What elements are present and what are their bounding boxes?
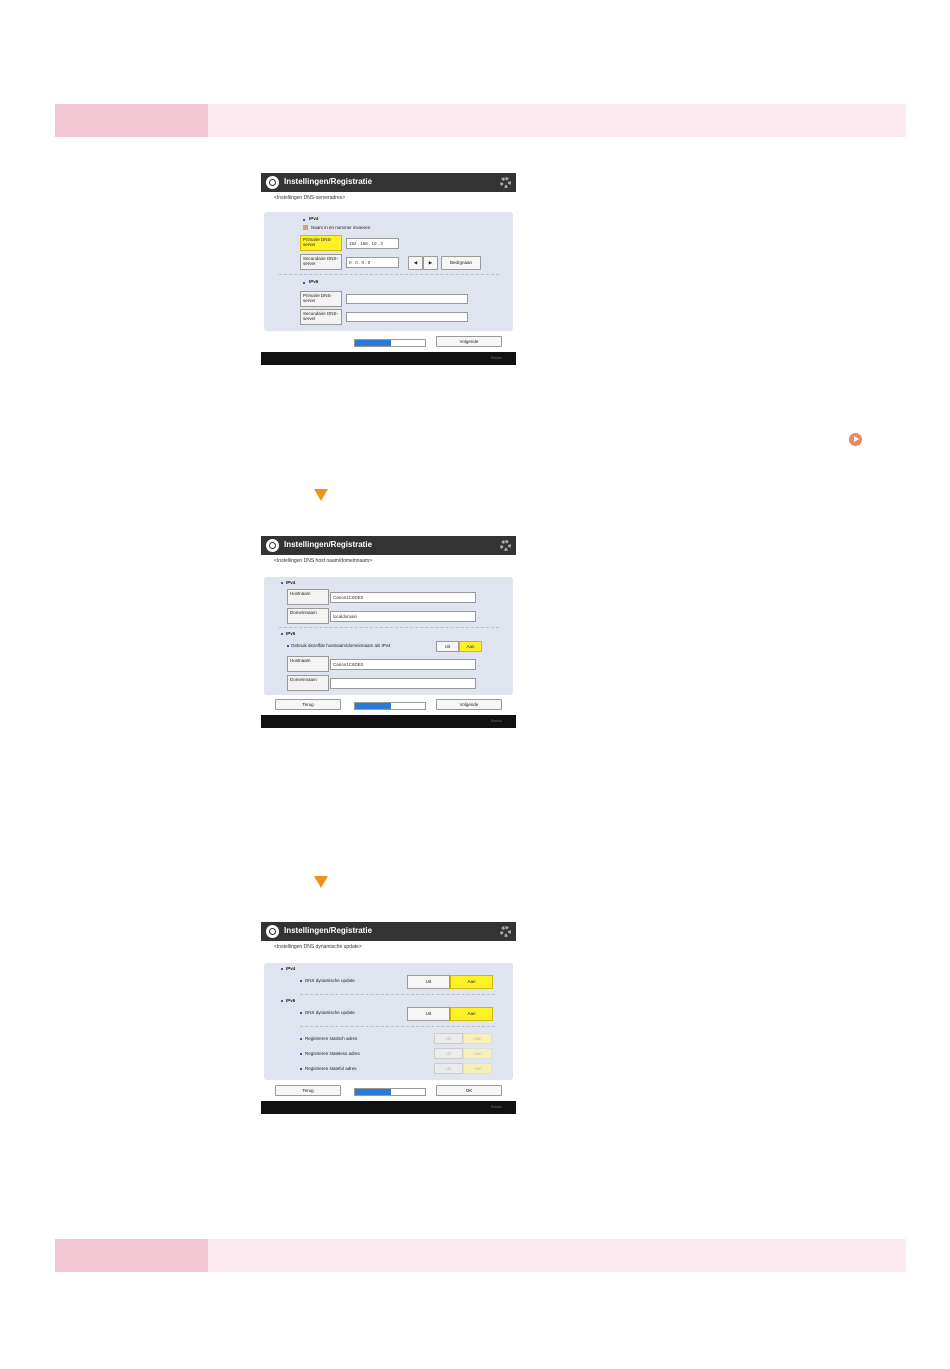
status-label[interactable]: Status xyxy=(490,1104,502,1109)
bullet-icon xyxy=(281,968,283,970)
same-as-ipv4-off-button[interactable]: Uit xyxy=(436,641,459,652)
progress-bar xyxy=(354,702,426,710)
primary-dns-ipv6-field[interactable] xyxy=(346,294,468,304)
cursor-right-button[interactable]: ▶ xyxy=(423,256,438,270)
bullet-icon xyxy=(281,1000,283,1002)
top-header-band xyxy=(55,104,906,137)
reg-stateless-off-button[interactable]: Uit xyxy=(434,1048,463,1059)
ipv6-heading: IPv6 xyxy=(309,279,319,284)
input-mode-label[interactable]: Naam in en nummer invoeren xyxy=(311,225,371,230)
progress-fill xyxy=(355,340,391,346)
dyn6-off-button[interactable]: Uit xyxy=(407,1007,450,1021)
gear-icon[interactable] xyxy=(500,177,511,188)
reg-stateless-label: Registreren stateless adres xyxy=(305,1051,360,1056)
screen-subtitle: <Instellingen DNS host naam/domeinnaam> xyxy=(274,558,373,564)
bullet-icon xyxy=(281,633,283,635)
screen-title: Instellingen/Registratie xyxy=(284,540,373,549)
domain-ipv6-button[interactable]: Domeinnaam xyxy=(287,675,329,691)
settings-panel xyxy=(264,577,513,695)
ipv6-heading: IPv6 xyxy=(286,631,296,636)
input-mode-icon xyxy=(303,225,308,230)
secondary-dns-button[interactable]: Secundaire DNS-server xyxy=(300,254,342,270)
hostname-ipv6-button[interactable]: Hostnaam xyxy=(287,656,329,672)
status-label[interactable]: Status xyxy=(490,718,502,723)
bullet-icon xyxy=(300,1068,302,1070)
reg-static-off-button[interactable]: Uit xyxy=(434,1033,463,1044)
screen-header xyxy=(261,922,516,941)
reg-stateless-on-button[interactable]: Aan xyxy=(463,1048,492,1059)
reg-stateful-label: Registreren stateful adres xyxy=(305,1066,357,1071)
hostname-field[interactable]: Canon1C6DE0 xyxy=(330,592,476,603)
apply-button[interactable]: Bedrgnaan xyxy=(441,256,481,270)
settings-panel xyxy=(264,212,513,331)
dyn6-label: DNS dynamische update xyxy=(305,1010,355,1015)
progress-bar xyxy=(354,1088,426,1096)
hostname-button[interactable]: Hostnaam xyxy=(287,589,329,605)
ipv4-heading: IPv4 xyxy=(309,216,319,221)
divider xyxy=(279,274,499,275)
screen-subtitle: <Instellingen DNS-serveradres> xyxy=(274,195,346,201)
next-button[interactable]: Volgende xyxy=(436,699,502,710)
step-arrow-icon xyxy=(314,876,328,888)
bullet-icon xyxy=(300,1053,302,1055)
progress-bar xyxy=(354,339,426,347)
progress-fill xyxy=(355,1089,391,1095)
back-button[interactable]: Terug xyxy=(275,699,341,710)
settings-panel xyxy=(264,963,513,1080)
secondary-dns-field[interactable]: 0 . 0 . 0 . 0 xyxy=(346,257,399,268)
ipv4-heading: IPv4 xyxy=(286,966,296,971)
divider xyxy=(300,1026,495,1027)
gear-icon[interactable] xyxy=(500,540,511,551)
status-label[interactable]: Status xyxy=(490,355,502,360)
screen-title: Instellingen/Registratie xyxy=(284,926,373,935)
bullet-icon xyxy=(300,1038,302,1040)
dyn4-off-button[interactable]: Uit xyxy=(407,975,450,989)
ok-button[interactable]: OK xyxy=(436,1085,502,1096)
next-button[interactable]: Volgende xyxy=(436,336,502,347)
bottom-footer-tab xyxy=(55,1239,208,1272)
reg-static-label: Registreren statisch adres xyxy=(305,1036,358,1041)
reg-static-on-button[interactable]: Aan xyxy=(463,1033,492,1044)
reg-stateful-on-button[interactable]: Aan xyxy=(463,1063,492,1074)
screen-dns-host-domain xyxy=(261,536,516,728)
bullet-icon xyxy=(303,219,305,221)
screen-title: Instellingen/Registratie xyxy=(284,177,373,186)
link-arrow-icon[interactable] xyxy=(849,433,862,446)
gear-icon[interactable] xyxy=(500,926,511,937)
screen-header xyxy=(261,536,516,555)
bullet-icon xyxy=(281,582,283,584)
cursor-left-button[interactable]: ◀ xyxy=(408,256,423,270)
primary-dns-ipv6-button[interactable]: Primaire DNS-server xyxy=(300,291,342,307)
divider xyxy=(300,994,495,995)
secondary-dns-ipv6-button[interactable]: Secundaire DNS-server xyxy=(300,309,342,325)
same-as-ipv4-label: Gebruik dezelfde hostnaam/domeinnaam als IPv4 xyxy=(291,643,391,648)
ipv6-heading: IPv6 xyxy=(286,998,296,1003)
ipv4-heading: IPv4 xyxy=(286,580,296,585)
settings-logo-icon[interactable] xyxy=(266,925,279,938)
status-footer xyxy=(261,715,516,728)
bullet-icon xyxy=(303,282,305,284)
reg-stateful-off-button[interactable]: Uit xyxy=(434,1063,463,1074)
divider xyxy=(279,627,499,628)
primary-dns-field[interactable]: 192 . 168 . 10 . 3 xyxy=(346,238,399,249)
back-button[interactable]: Terug xyxy=(275,1085,341,1096)
status-footer xyxy=(261,1101,516,1114)
secondary-dns-ipv6-field[interactable] xyxy=(346,312,468,322)
dyn4-on-button[interactable]: Aan xyxy=(450,975,493,989)
screen-dns-server-address xyxy=(261,173,516,365)
bullet-icon xyxy=(287,645,289,647)
primary-dns-button[interactable]: Primaire DNS-server xyxy=(300,235,342,251)
step-arrow-icon xyxy=(314,489,328,501)
screen-dns-dynamic-update xyxy=(261,922,516,1114)
settings-logo-icon[interactable] xyxy=(266,176,279,189)
screen-subtitle: <Instellingen DNS dynamische update> xyxy=(274,944,362,950)
status-footer xyxy=(261,352,516,365)
dyn4-label: DNS dynamische update xyxy=(305,978,355,983)
screen-header xyxy=(261,173,516,192)
domain-ipv6-field[interactable] xyxy=(330,678,476,689)
bottom-footer-band xyxy=(55,1239,906,1272)
domain-button[interactable]: Domeinnaam xyxy=(287,608,329,624)
bullet-icon xyxy=(300,1012,302,1014)
top-header-tab xyxy=(55,104,208,137)
dyn6-on-button[interactable]: Aan xyxy=(450,1007,493,1021)
hostname-ipv6-field[interactable]: Canon1C6DE0 xyxy=(330,659,476,670)
same-as-ipv4-on-button[interactable]: Aan xyxy=(459,641,482,652)
settings-logo-icon[interactable] xyxy=(266,539,279,552)
domain-field[interactable]: localdomain xyxy=(330,611,476,622)
bullet-icon xyxy=(300,980,302,982)
progress-fill xyxy=(355,703,391,709)
